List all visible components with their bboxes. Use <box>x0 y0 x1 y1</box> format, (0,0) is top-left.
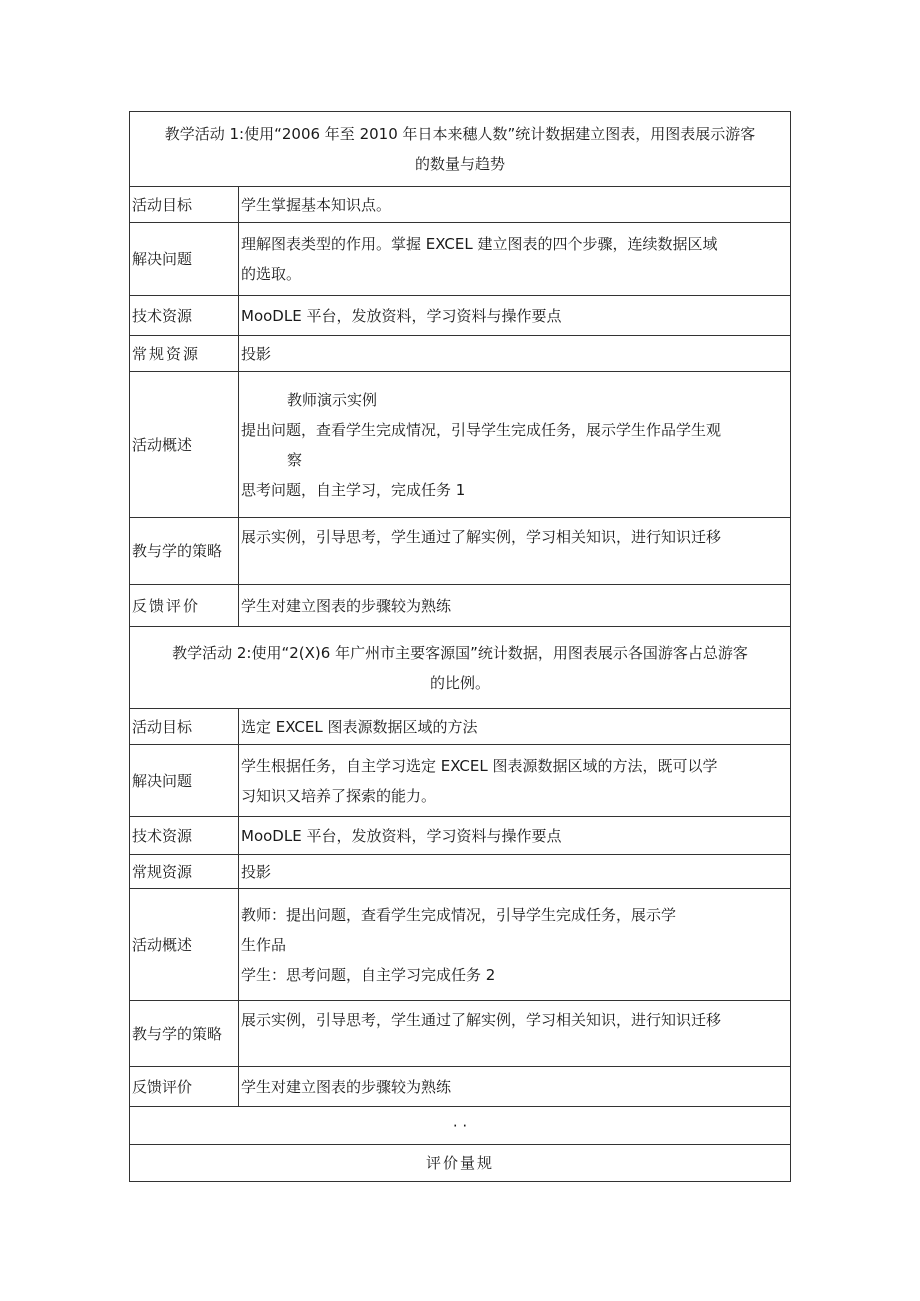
activity1-overview-line3: 察 <box>287 450 303 469</box>
activity2-goal-label: 活动目标 <box>130 709 239 745</box>
activity1-overview-value <box>239 372 791 518</box>
activity2-title-line1: 教学活动 2:使用“2(X)6 年广州市主要客源国”统计数据，用图表展示各国游客占总游客 <box>172 643 748 662</box>
activity2-strategy-label: 教与学的策略 <box>130 1001 239 1067</box>
activity1-problem-label: 解决问题 <box>130 223 239 296</box>
activity2-tech-row <box>130 817 791 855</box>
activity2-regular-value: 投影 <box>239 855 791 889</box>
activity1-goal-row <box>130 187 791 223</box>
activity2-tech-label: 技术资源 <box>130 817 239 855</box>
activity1-title-line2: 的数量与趋势 <box>414 155 505 173</box>
activity2-problem-line1: 学生根据任务，自主学习选定 EXCEL 图表源数据区域的方法，既可以学 <box>241 756 718 775</box>
activity2-goal-value: 选定 EXCEL 图表源数据区域的方法 <box>239 709 791 745</box>
activity1-problem-line1: 理解图表类型的作用。掌握 EXCEL 建立图表的四个步骤，连续数据区域 <box>241 235 718 253</box>
activity1-strategy-value: 展示实例，引导思考，学生通过了解实例，学习相关知识，进行知识迁移 <box>239 518 791 585</box>
activity1-regular-label: 常规资源 <box>130 336 239 372</box>
activity1-header-row <box>130 112 791 187</box>
activity2-overview-value <box>239 889 791 1001</box>
activity1-overview-line2: 提出问题，查看学生完成情况，引导学生完成任务，展示学生作品学生观 <box>241 420 722 439</box>
activity2-overview-row <box>130 889 791 1001</box>
activity1-feedback-row <box>130 585 791 627</box>
activity1-title-line1: 教学活动 1:使用“2006 年至 2010 年日本来穗人数”统计数据建立图表，用图表展示游客 <box>164 125 756 143</box>
activity2-problem-line2: 习知识又培养了探索的能力。 <box>241 786 437 805</box>
activity2-strategy-row <box>130 1001 791 1067</box>
activity2-overview-line2: 生作品 <box>241 935 287 954</box>
activity2-strategy-value: 展示实例，引导思考，学生通过了解实例，学习相关知识，进行知识迁移 <box>239 1001 791 1067</box>
activity2-problem-row <box>130 745 791 817</box>
activity2-header-row <box>130 627 791 709</box>
activity1-strategy-label: 教与学的策略 <box>130 518 239 585</box>
activity1-feedback-label: 反馈评价 <box>130 585 239 627</box>
activity1-problem-value <box>239 223 791 296</box>
activity1-overview-line1: 教师演示实例 <box>287 390 378 409</box>
activity2-feedback-value: 学生对建立图表的步骤较为熟练 <box>239 1067 791 1107</box>
activity2-feedback-row <box>130 1067 791 1107</box>
rubric-heading-row <box>130 1145 791 1182</box>
activity1-goal-value: 学生掌握基本知识点。 <box>239 187 791 223</box>
activity1-feedback-value: 学生对建立图表的步骤较为熟练 <box>239 585 791 627</box>
activity1-regular-row <box>130 336 791 372</box>
activity1-overview-row <box>130 372 791 518</box>
activity2-problem-label: 解决问题 <box>130 745 239 817</box>
activity1-strategy-row <box>130 518 791 585</box>
activity2-goal-row <box>130 709 791 745</box>
activity2-overview-label: 活动概述 <box>130 889 239 1001</box>
dots-cell: · · <box>130 1107 791 1145</box>
activity1-overview-line4: 思考问题，自主学习，完成任务 1 <box>241 480 466 499</box>
activity2-feedback-label: 反馈评价 <box>130 1067 239 1107</box>
activity1-problem-line2: 的选取。 <box>241 265 302 283</box>
activity1-title <box>130 112 791 187</box>
activity1-tech-label: 技术资源 <box>130 296 239 336</box>
activity1-tech-value: MooDLE 平台，发放资料，学习资料与操作要点 <box>239 296 791 336</box>
activity1-goal-label: 活动目标 <box>130 187 239 223</box>
activity2-regular-row <box>130 855 791 889</box>
activity1-tech-row <box>130 296 791 336</box>
activity1-regular-value: 投影 <box>239 336 791 372</box>
activity2-title-line2: 的比例。 <box>429 673 490 692</box>
dots-row <box>130 1107 791 1145</box>
activity2-overview-line3: 学生：思考问题，自主学习完成任务 2 <box>241 965 496 984</box>
activity2-overview-line1: 教师：提出问题，查看学生完成情况，引导学生完成任务，展示学 <box>241 905 677 924</box>
activity1-problem-row <box>130 223 791 296</box>
lesson-plan-table <box>129 111 791 1182</box>
activity2-title <box>130 627 791 709</box>
activity2-tech-value: MooDLE 平台，发放资料，学习资料与操作要点 <box>239 817 791 855</box>
activity1-overview-label: 活动概述 <box>130 372 239 518</box>
activity2-problem-value <box>239 745 791 817</box>
activity2-regular-label: 常规资源 <box>130 855 239 889</box>
rubric-heading: 评价量规 <box>130 1145 791 1182</box>
